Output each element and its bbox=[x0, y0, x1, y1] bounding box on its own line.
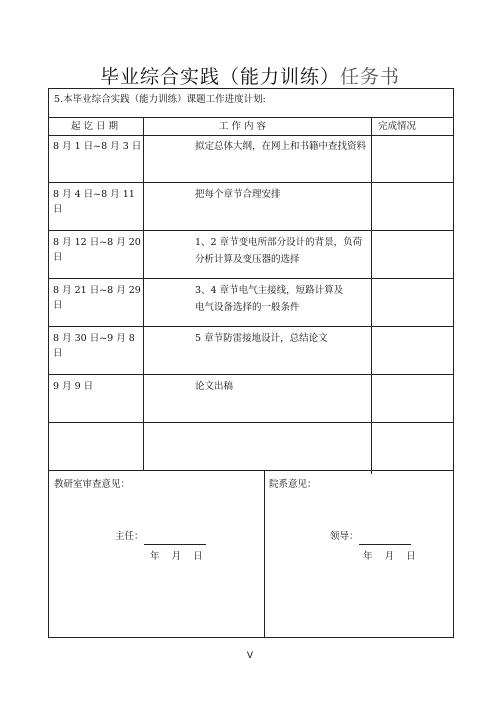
row-work: 1、2 章节变电所部分设计的背景，负荷 bbox=[195, 237, 363, 248]
header-work: 工 作 内 容 bbox=[219, 121, 267, 132]
row-work: 把每个章节合理安排 bbox=[195, 189, 281, 200]
row-work: 拟定总体大纲，在网上和书籍中查找资料 bbox=[195, 141, 367, 152]
row-divider bbox=[49, 470, 453, 471]
leader-signature-line bbox=[359, 534, 411, 545]
row-date: 8 月 21 日~8 月 29 bbox=[53, 285, 141, 296]
row-work: 5 章节防雷接地设计，总结论文 bbox=[195, 333, 328, 344]
row-divider bbox=[49, 374, 453, 375]
header-status: 完成情况 bbox=[378, 121, 417, 132]
title-suffix: 任务书 bbox=[340, 66, 401, 88]
row-date-cont: 日 bbox=[53, 252, 63, 263]
row-work: 3、4 章节电气主接线，短路计算及 bbox=[195, 285, 344, 296]
opinion-divider bbox=[264, 470, 265, 638]
leader-label: 领导： bbox=[330, 531, 359, 542]
plan-table bbox=[48, 88, 454, 638]
faculty-opinion-label: 院系意见： bbox=[269, 479, 317, 490]
row-date: 8 月 30 日~9 月 8 bbox=[53, 333, 135, 344]
director-signature-line bbox=[144, 534, 206, 545]
row-date: 8 月 4 日~8 月 11 bbox=[53, 189, 135, 200]
director-signature-field[interactable] bbox=[115, 529, 206, 545]
row-date: 8 月 1 日~8 月 3 日 bbox=[53, 141, 142, 152]
row-date-cont: 日 bbox=[53, 348, 63, 359]
row-divider bbox=[49, 422, 453, 423]
leader-signature-field[interactable] bbox=[330, 529, 411, 545]
row-date: 8 月 12 日~8 月 20 bbox=[53, 237, 141, 248]
department-opinion-label: 教研室审查意见： bbox=[54, 479, 131, 490]
divider bbox=[49, 117, 453, 118]
row-work-cont: 分析计算及变压器的选择 bbox=[195, 254, 300, 265]
section-heading: 5.本毕业综合实践（能力训练）课题工作进度计划: bbox=[54, 94, 266, 105]
row-divider bbox=[49, 230, 453, 231]
row-date: 9 月 9 日 bbox=[53, 381, 94, 392]
document-title bbox=[0, 62, 500, 89]
page-number: V bbox=[246, 651, 254, 661]
row-work-cont: 电气设备选择的一般条件 bbox=[195, 302, 300, 313]
row-date-cont: 日 bbox=[53, 204, 63, 215]
leader-date: 年 月 日 bbox=[363, 551, 416, 562]
director-date: 年 月 日 bbox=[150, 551, 203, 562]
row-divider bbox=[49, 278, 453, 279]
row-date-cont: 日 bbox=[53, 300, 63, 311]
row-divider bbox=[49, 326, 453, 327]
row-divider bbox=[49, 182, 453, 183]
row-work: 论文出稿 bbox=[195, 381, 234, 392]
column-divider bbox=[143, 117, 144, 470]
divider bbox=[49, 135, 453, 136]
header-date: 起 讫 日 期 bbox=[71, 121, 119, 132]
title-main: 毕业综合实践（能力训练） bbox=[99, 66, 340, 88]
director-label: 主任： bbox=[115, 531, 144, 542]
column-divider bbox=[371, 117, 372, 474]
